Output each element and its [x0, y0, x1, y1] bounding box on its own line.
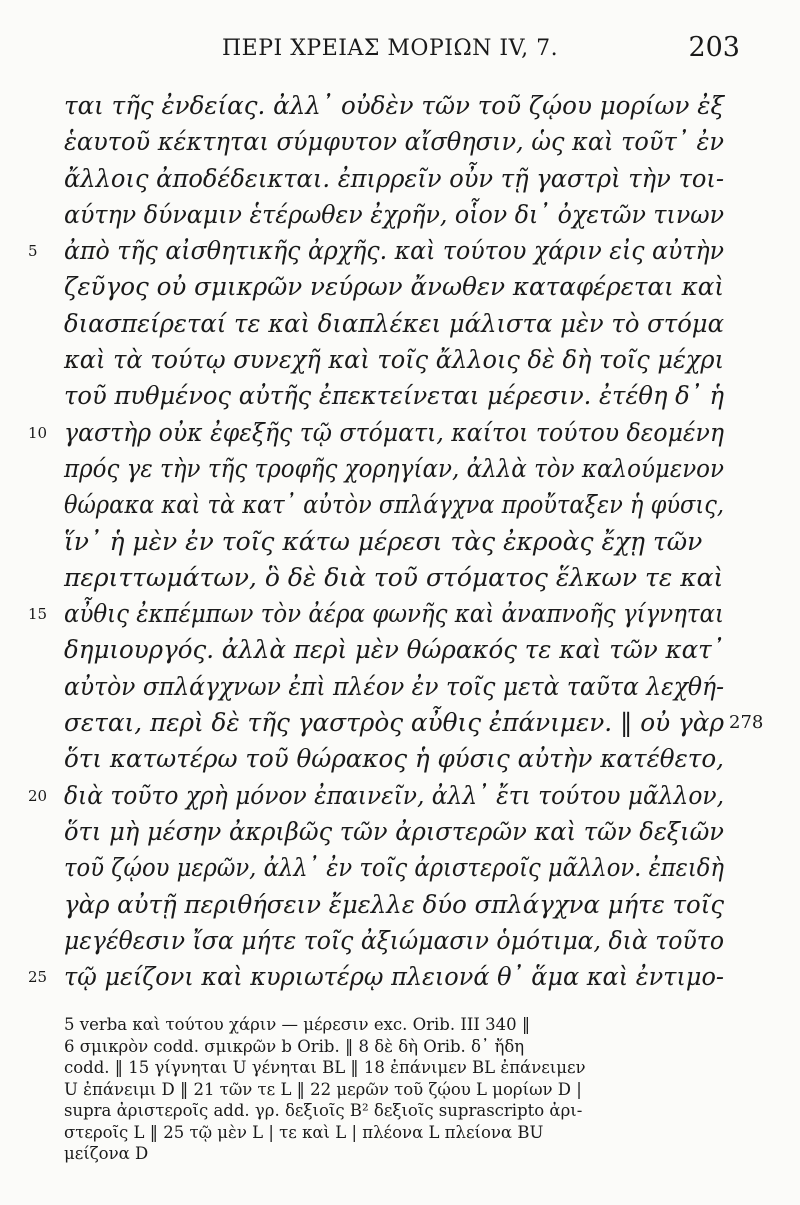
line-text: ὅτι μὴ μέσην ἀκριβῶς τῶν ἀριστερῶν καὶ τῶν δεξιῶν: [64, 816, 724, 846]
line-text: περιττωμάτων, ὃ δὲ διὰ τοῦ στόματος ἕλκων τε καὶ: [64, 562, 724, 592]
apparatus-line: U ἐπάνειμι D ‖ 21 τῶν τε L ‖ 22 μερῶν τοῦ ζῴου L μορίων D |: [64, 1079, 582, 1099]
apparatus-line: μείζονα D: [64, 1144, 149, 1163]
text-line: [64, 632, 754, 668]
main-text: [28, 88, 764, 995]
line-text: δημιουργός. ἀλλὰ περὶ μὲν θώρακός τε καὶ τῶν κατ᾽: [64, 635, 724, 665]
text-line: [64, 669, 754, 705]
text-line: [28, 596, 754, 632]
running-head: ΠΕΡΙ ΧΡΕΙΑΣ ΜΟΡΙΩΝ IV, 7.: [222, 36, 559, 61]
text-line: [64, 197, 754, 233]
text-line: [64, 705, 764, 741]
line-text: διὰ τοῦτο χρὴ μόνον ἐπαινεῖν, ἀλλ᾽ ἔτι τούτου μᾶλλον,: [64, 780, 724, 810]
line-text: ται τῆς ἐνδείας. ἀλλ᾽ οὐδὲν τῶν τοῦ ζῴου μορίων ἐξ: [64, 91, 724, 120]
text-line: [64, 451, 754, 487]
text-line: [64, 161, 754, 197]
apparatus-line: codd. ‖ 15 γίγνηται U γένηται BL ‖ 18 ἐπάνιμεν BL ἐπάνειμεν: [64, 1058, 586, 1077]
line-text: γὰρ αὐτῇ περιθήσειν ἔμελλε δύο σπλάγχνα μήτε τοῖς: [64, 889, 724, 919]
apparatus-line: στεροῖς L ‖ 25 τῷ μὲν L | τε καὶ L | πλέονα L πλείονα BU: [64, 1122, 544, 1142]
line-number: 15: [28, 605, 48, 624]
text-line: [64, 269, 754, 305]
text-line: [28, 415, 754, 451]
text-line: [64, 560, 754, 596]
text-line: [28, 233, 754, 269]
line-text: τοῦ πυθμένος αὐτῆς ἐπεκτείνεται μέρεσιν. ἐτέθη δ᾽ ἡ: [64, 381, 724, 411]
critical-apparatus: [64, 1014, 744, 1165]
line-text: μεγέθεσιν ἴσα μήτε τοῖς ἀξιώμασιν ὁμότιμα, διὰ τοῦτο: [64, 925, 724, 955]
line-text: διασπείρεταί τε καὶ διαπλέκει μάλιστα μὲν τὸ στόμα: [64, 308, 724, 338]
line-text: τῷ μείζονι καὶ κυριωτέρῳ πλειονά θ᾽ ἅμα καὶ ἐντιμο-: [64, 962, 724, 992]
line-number: 20: [28, 786, 48, 805]
text-line: [64, 850, 754, 886]
line-text: θώρακα καὶ τὰ κατ᾽ αὐτὸν σπλάγχνα προὔταξεν ἡ φύσις,: [64, 490, 724, 520]
apparatus-line: 6 σμικρὸν codd. σμικρῶν b Orib. ‖ 8 δὲ δὴ Orib. δ᾽ ἤδη: [64, 1036, 525, 1056]
text-line: [64, 741, 754, 777]
line-text: αὐτὸν σπλάγχνων ἐπὶ πλέον ἐν τοῖς μετὰ ταῦτα λεχθή-: [64, 671, 724, 701]
line-number: 10: [28, 423, 48, 442]
text-line: [64, 923, 754, 959]
line-text: πρός γε τὴν τῆς τροφῆς χορηγίαν, ἀλλὰ τὸν καλούμενον: [64, 453, 724, 483]
line-text: αύτην δύναμιν ἑτέρωθεν ἐχρῆν, οἷον δι᾽ ὀχετῶν τινων: [64, 199, 724, 229]
line-text: ἀπὸ τῆς αἰσθητικῆς ἀρχῆς. καὶ τούτου χάριν εἰς αὐτὴν: [64, 236, 724, 266]
text-line: [64, 524, 754, 560]
line-text: ἑαυτοῦ κέκτηται σύμφυτον αἴσθησιν, ὡς καὶ τοῦτ᾽ ἐν: [64, 127, 724, 157]
text-line: [64, 306, 754, 342]
line-number: 5: [28, 242, 38, 261]
text-line: [28, 959, 754, 995]
page-number: 203: [688, 32, 740, 63]
text-line: [28, 778, 754, 814]
line-text: ἵν᾽ ἡ μὲν ἐν τοῖς κάτω μέρεσι τὰς ἐκροὰς ἔχῃ τῶν: [64, 526, 703, 556]
line-text: τοῦ ζῴου μερῶν, ἀλλ᾽ ἐν τοῖς ἀριστεροῖς μᾶλλον. ἐπειδὴ: [64, 853, 724, 883]
text-line: [64, 378, 754, 414]
line-text: ὅτι κατωτέρω τοῦ θώρακος ἡ φύσις αὐτὴν κατέθετο,: [64, 744, 724, 774]
line-text: ζεῦγος οὐ σμικρῶν νεύρων ἄνωθεν καταφέρεται καὶ: [64, 272, 724, 302]
line-number: 25: [28, 968, 48, 987]
text-line: [64, 342, 754, 378]
line-text: καὶ τὰ τούτῳ συνεχῆ καὶ τοῖς ἄλλοις δὲ δὴ τοῖς μέχρι: [64, 345, 724, 375]
text-line: [64, 88, 754, 124]
line-text: ἄλλοις ἀποδέδεικται. ἐπιρρεῖν οὖν τῇ γαστρὶ τὴν τοι-: [64, 163, 724, 193]
line-text: αὖθις ἐκπέμπων τὸν ἀέρα φωνῆς καὶ ἀναπνοῆς γίγνηται: [64, 599, 724, 629]
line-text: σεται, περὶ δὲ τῆς γαστρὸς αὖθις ἐπάνιμεν. ‖ οὐ γὰρ: [64, 708, 724, 738]
text-line: [64, 887, 754, 923]
text-line: [64, 487, 754, 523]
apparatus-line: 5 verba καὶ τούτου χάριν — μέρεσιν exc. Orib. III 340 ‖: [64, 1015, 531, 1034]
apparatus-line: supra ἀριστεροῖς add. γρ. δεξιοῖς B² δεξιοῖς suprascripto ἀρι-: [64, 1101, 583, 1120]
text-line: [64, 124, 754, 160]
text-line: [64, 814, 754, 850]
margin-page-reference: 278: [729, 712, 764, 734]
line-text: γαστὴρ οὐκ ἐφεξῆς τῷ στόματι, καίτοι τούτου δεομένη: [64, 417, 724, 447]
